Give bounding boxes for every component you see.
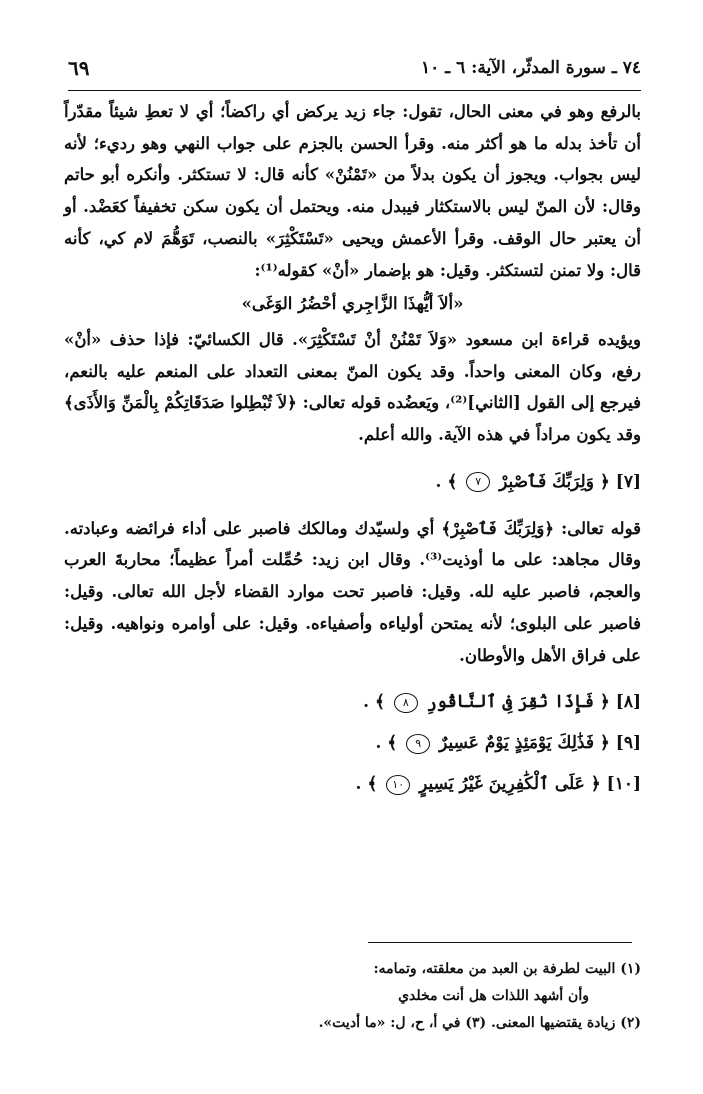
page-body: [64, 96, 641, 799]
verse-end: ﴾ .: [375, 733, 398, 754]
verse-text: ﴿ عَلَى ٱلْكَٰفِرِينَ غَيْرُ يَسِيرٍ: [419, 774, 601, 795]
ayah-marker-icon: ٧: [466, 472, 490, 492]
verse-end: ﴾ .: [363, 692, 385, 713]
footnote-divider: [368, 942, 632, 943]
ayah-marker-icon: ١٠: [386, 775, 410, 795]
spacer: [64, 451, 641, 467]
page-header: [68, 54, 641, 94]
footnote-2-3: (٢) زيادة يقتضيها المعنى. (٣) في أ، ح، ل: «ما أديت».: [318, 1015, 641, 1031]
footnote-1: (١) البيت لطرفة بن العبد من معلقته، وتمامه:: [373, 961, 641, 977]
spacer: [64, 671, 641, 687]
verse-number: [٩]: [615, 733, 641, 754]
verse-end: ﴾ .: [355, 774, 378, 795]
verse-end: ﴾ .: [435, 471, 458, 492]
verse-10: [64, 769, 641, 799]
commentary-paragraph: ويؤيده قراءة ابن مسعود «وَلاَ تَمْنُنْ أنْ تَسْتَكْثِرَ». قال الكسائيّ: فإذا حذف «أنْ» رفع، وكان المعنى واحداً. وقد يكون المنّ بمعنى التعداد على المنعم عليه بالنعم، فيرجع إلى القول [الثاني]⁽²⁾، ويَعضُده قوله تعالى: ﴿لاَ تُبْطِلوا صَدَقَاتِكُمْ بِالْمَنِّ وَالأَذَى﴾ وقد يكون مراداً في هذه الآية. والله أعلم.: [64, 329, 641, 445]
header-divider: [68, 90, 641, 91]
verse-number: [٨]: [615, 692, 641, 713]
verse-text: ﴿ فَإِذَا نُقِرَ فِى ٱلنَّاقُورِ: [426, 692, 610, 713]
page-number: ٦٩: [68, 56, 90, 80]
verse-8: [64, 687, 641, 717]
verse-9: [64, 728, 641, 758]
footnotes: [64, 956, 641, 1037]
footnote-1-verse: وأن أشهد اللذات هل أنت مخلدي: [398, 988, 589, 1004]
ayah-marker-icon: ٩: [406, 734, 430, 754]
verse-7: [64, 467, 641, 497]
commentary-paragraph: قوله تعالى: ﴿وَلِرَبِّكَ فَٱصْبِرْ﴾ أي ولسيّدك ومالكك فاصبر على أداء فرائضه وعبادته. وقال مجاهد: على ما أوذيت⁽³⁾. وقال ابن زيد: حُمِّلت أمراً عظيماً؛ محاربةَ العرب والعجم، فاصبر عليه لله. وقيل: فاصبر تحت موارد القضاء لأجل الله تعالى. وقيل: فاصبر على البلوى؛ لأنه يمتحن أولياءه وأصفياءه. وقيل: على أوامره ونواهيه. وقيل: على فراق الأهل والأوطان.: [64, 518, 641, 665]
ayah-marker-icon: ٨: [394, 693, 418, 713]
running-title: ٧٤ ـ سورة المدثّر، الآية: ٦ ـ ١٠: [420, 58, 641, 78]
verse-number: [١٠]: [606, 774, 641, 795]
verse-text: ﴿ فَذَٰلِكَ يَوْمَئِذٍ يَوْمٌ عَسِيرٌ: [439, 733, 610, 754]
verse-number: [٧]: [615, 471, 641, 492]
spacer: [64, 497, 641, 513]
poetry-quote: «ألاَ أيُّهذَا الزَّاجِري أحْضُرُ الوَغَى»: [241, 294, 464, 314]
commentary-paragraph: بالرفع وهو في معنى الحال، تقول: جاء زيد يركض أي راكضاً؛ أي لا تعطِ شيئاً مقدّراً أن تأخذ بدله ما هو أكثر منه. وقرأ الحسن بالجزم على جواب النهي وهو رديء؛ لأنه ليس بجواب. ويجوز أن يكون بدلاً من «تَمْنُنْ» كأنه قال: لا تستكثر. وأنكره أبو حاتم وقال: لأن المنّ ليس بالاستكثار فيبدل منه. ويحتمل أن يكون سكن تخفيفاً كعَضْد. أو أن يعتبر حال الوقف. وقرأ الأعمش ويحيى «تَسْتَكْثِرَ» بالنصب، تَوَهُّمَ لام كي، كأنه قال: ولا تمنن لتستكثر. وقيل: هو بإضمار «أنْ» كقوله⁽¹⁾:: [64, 102, 641, 280]
verse-text: ﴿ وَلِرَبِّكَ فَٱصْبِرْ: [499, 471, 610, 492]
